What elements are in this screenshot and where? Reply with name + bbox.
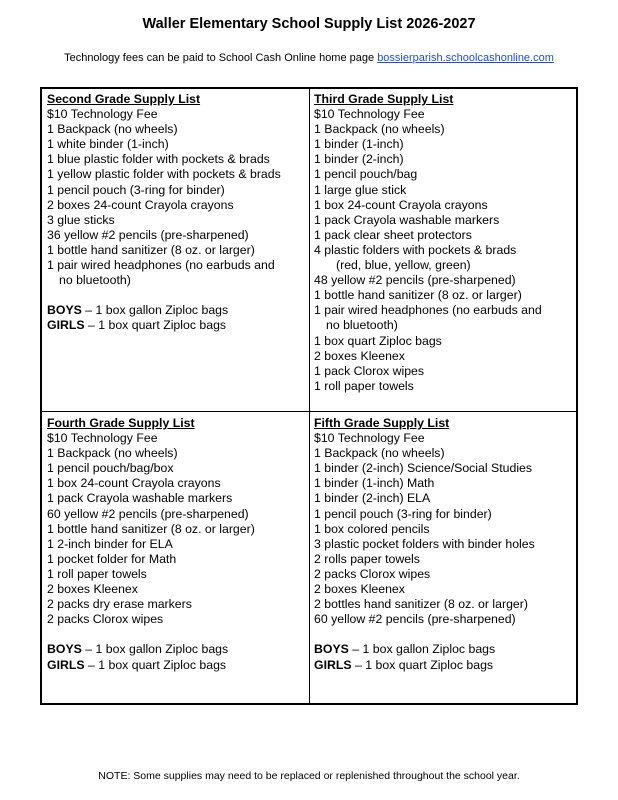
supply-item: 1 pencil pouch (3-ring for binder) — [47, 182, 225, 197]
footer-note: NOTE: Some supplies may need to be replaced or replenished throughout the school year. — [98, 770, 520, 782]
girls-item — [314, 658, 576, 673]
spacer — [47, 627, 305, 642]
boys-text: – 1 box gallon Ziploc bags — [81, 303, 229, 318]
supply-item: 1 roll paper towels — [47, 566, 147, 581]
supply-item: 60 yellow #2 pencils (pre-sharpened) — [47, 506, 249, 521]
boys-item — [47, 642, 305, 657]
second-grade-heading: Second Grade Supply List — [47, 92, 201, 106]
supply-item: 1 pocket folder for Math — [47, 551, 177, 566]
fifth-grade-heading: Fifth Grade Supply List — [314, 416, 450, 430]
girls-text: – 1 box quart Ziploc bags — [84, 657, 227, 672]
supply-item: 2 boxes Kleenex — [47, 582, 138, 597]
supply-item: 36 yellow #2 pencils (pre-sharpened) — [47, 227, 249, 242]
supply-item: 2 rolls paper towels — [314, 551, 420, 566]
boys-text: – 1 box gallon Ziploc bags — [81, 642, 229, 657]
supply-item: 1 Backpack (no wheels) — [314, 122, 445, 137]
supply-item: 3 glue sticks — [47, 212, 115, 227]
supply-item: 1 large glue stick — [314, 182, 407, 197]
supply-item: 2 packs Clorox wipes — [47, 612, 164, 627]
supply-item: 1 Backpack (no wheels) — [314, 446, 445, 461]
girls-label: GIRLS — [314, 657, 352, 672]
supply-item: 1 Backpack (no wheels) — [47, 122, 178, 137]
supply-item: 1 pack Crayola washable markers — [314, 212, 500, 227]
supply-item: $10 Technology Fee — [47, 431, 158, 446]
supply-item: 1 Backpack (no wheels) — [47, 446, 178, 461]
supply-item: 1 pencil pouch/bag/box — [47, 461, 174, 476]
supply-item: 1 blue plastic folder with pockets & brads — [47, 152, 270, 167]
supply-item: $10 Technology Fee — [47, 107, 158, 122]
supply-item: 1 pencil pouch (3-ring for binder) — [314, 506, 492, 521]
girls-item — [47, 658, 305, 673]
supply-item: 2 packs Clorox wipes — [314, 566, 431, 581]
supply-item: 1 binder (1-inch) — [314, 137, 404, 152]
technology-fees-line — [0, 52, 618, 64]
school-cash-link[interactable]: bossierparish.schoolcashonline.com — [377, 52, 554, 64]
boys-item — [314, 642, 576, 657]
supply-item: 2 packs dry erase markers — [47, 597, 192, 612]
supply-item: 1 box quart Ziploc bags — [314, 333, 442, 348]
supply-item: 48 yellow #2 pencils (pre-sharpened) — [314, 273, 516, 288]
grid-horizontal-divider — [42, 411, 576, 412]
supply-item: 1 pair wired headphones (no earbuds and — [47, 258, 275, 273]
boys-label: BOYS — [47, 303, 82, 318]
fifth-grade-cell — [314, 416, 576, 673]
boys-label: BOYS — [314, 642, 349, 657]
supply-item: 3 plastic pocket folders with binder holes — [314, 536, 535, 551]
supply-item: 1 pack clear sheet protectors — [314, 227, 472, 242]
spacer — [314, 627, 576, 642]
supply-item-continued: (red, blue, yellow, green) — [336, 258, 471, 273]
supply-item-continued: no bluetooth) — [326, 318, 398, 333]
boys-text: – 1 box gallon Ziploc bags — [348, 642, 496, 657]
fourth-grade-cell — [47, 416, 305, 673]
supply-item: 1 bottle hand sanitizer (8 oz. or larger) — [47, 521, 255, 536]
supply-item: 1 pair wired headphones (no earbuds and — [314, 303, 542, 318]
supply-item: 60 yellow #2 pencils (pre-sharpened) — [314, 612, 516, 627]
supply-item: 1 pack Crayola washable markers — [47, 491, 233, 506]
supply-grid — [40, 87, 578, 705]
supply-item: 2 bottles hand sanitizer (8 oz. or larger) — [314, 597, 528, 612]
supply-item-continued: no bluetooth) — [59, 273, 131, 288]
supply-item: 1 binder (2-inch) ELA — [314, 491, 431, 506]
girls-label: GIRLS — [47, 657, 85, 672]
supply-item: 2 boxes Kleenex — [314, 582, 405, 597]
supply-item: 1 binder (2-inch) — [314, 152, 404, 167]
supply-item: 1 bottle hand sanitizer (8 oz. or larger) — [314, 288, 522, 303]
girls-label: GIRLS — [47, 318, 85, 333]
second-grade-cell — [47, 92, 305, 334]
supply-item: 1 pencil pouch/bag — [314, 167, 418, 182]
girls-text: – 1 box quart Ziploc bags — [351, 657, 494, 672]
supply-item: 1 bottle hand sanitizer (8 oz. or larger) — [47, 242, 255, 257]
spacer — [47, 288, 305, 303]
supply-item: 2 boxes Kleenex — [314, 348, 405, 363]
supply-item: $10 Technology Fee — [314, 431, 425, 446]
supply-item: 1 binder (1-inch) Math — [314, 476, 435, 491]
supply-item: 1 box 24-count Crayola crayons — [47, 476, 221, 491]
document-title: Waller Elementary School Supply List 2026-2027 — [142, 16, 476, 32]
supply-item: 1 binder (2-inch) Science/Social Studies — [314, 461, 533, 476]
supply-item: 1 roll paper towels — [314, 378, 414, 393]
supply-item: 1 white binder (1-inch) — [47, 137, 169, 152]
third-grade-cell — [314, 92, 576, 394]
fees-text: Technology fees can be paid to School Cash Online home page — [64, 52, 375, 64]
supply-item: 1 pack Clorox wipes — [314, 363, 425, 378]
boys-label: BOYS — [47, 642, 82, 657]
third-grade-heading: Third Grade Supply List — [314, 92, 454, 106]
supply-item: 1 2-inch binder for ELA — [47, 536, 173, 551]
supply-item: 2 boxes 24-count Crayola crayons — [47, 197, 234, 212]
girls-item — [47, 318, 305, 333]
supply-item: 1 box 24-count Crayola crayons — [314, 197, 488, 212]
supply-item: 1 box colored pencils — [314, 521, 430, 536]
fourth-grade-heading: Fourth Grade Supply List — [47, 416, 195, 430]
supply-item: $10 Technology Fee — [314, 107, 425, 122]
supply-item: 1 yellow plastic folder with pockets & brads — [47, 167, 281, 182]
grid-vertical-divider — [309, 89, 310, 703]
boys-item — [47, 303, 305, 318]
girls-text: – 1 box quart Ziploc bags — [84, 318, 227, 333]
supply-item: 4 plastic folders with pockets & brads — [314, 242, 517, 257]
